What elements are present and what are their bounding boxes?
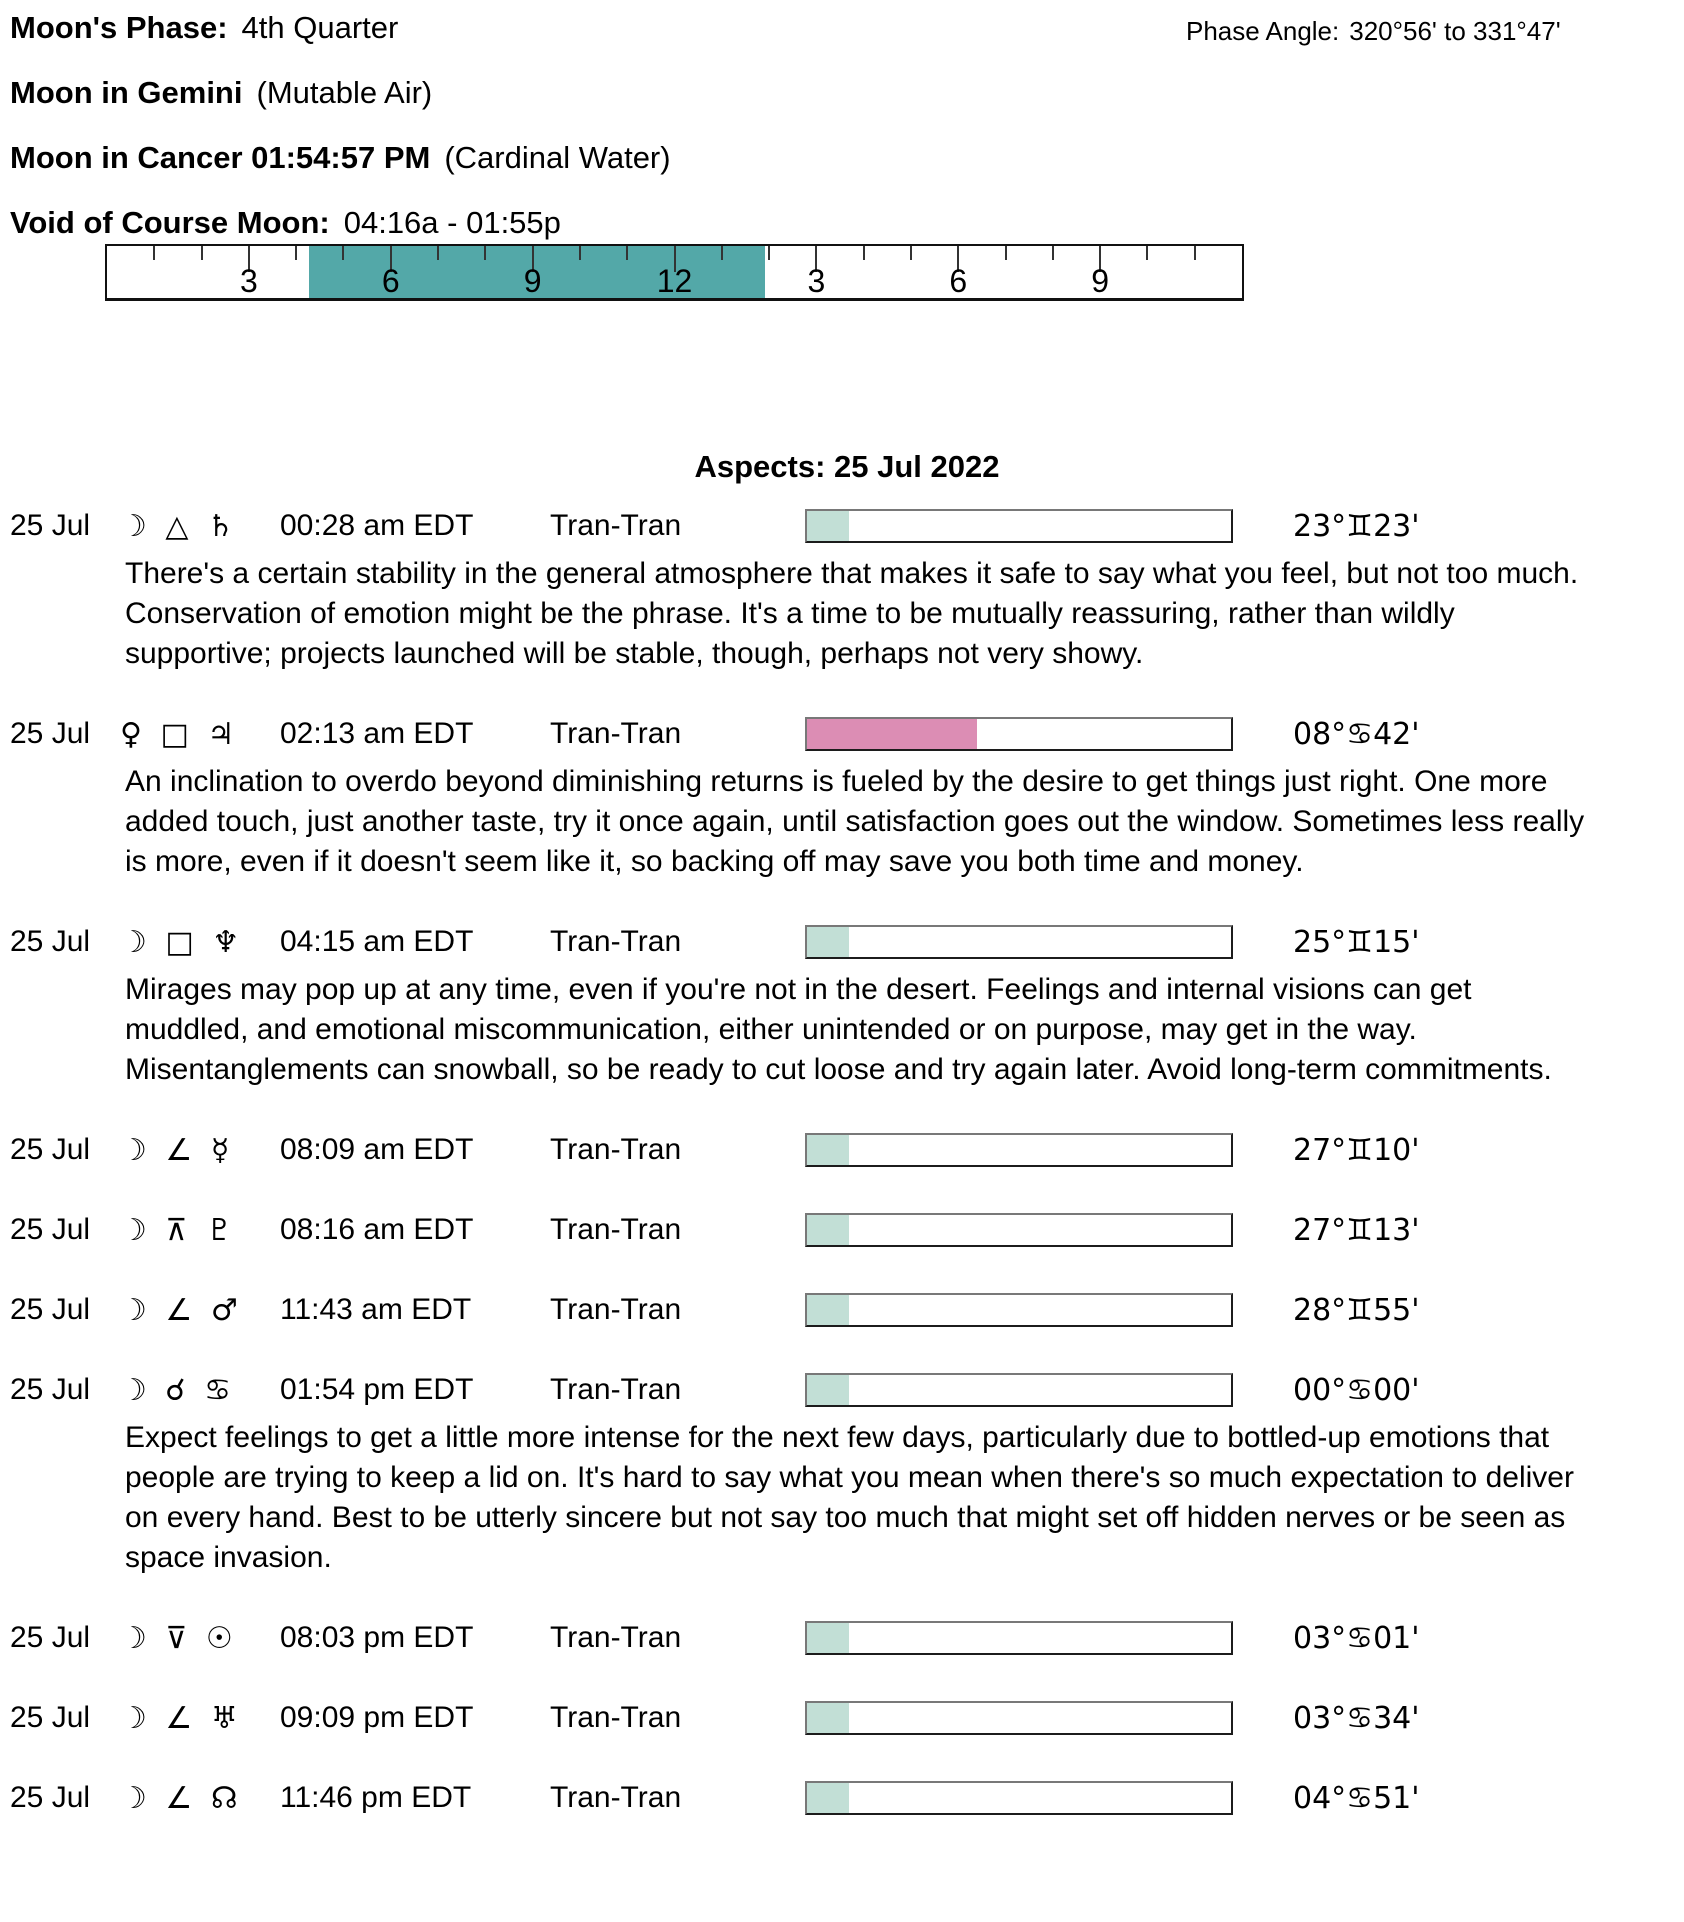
ruler-tick (295, 246, 297, 260)
ruler-tick (342, 246, 344, 260)
aspects-list (10, 506, 1684, 1818)
aspect-orb-bar (805, 1373, 1233, 1407)
aspect-item (10, 1698, 1684, 1738)
aspect-orb-fill (807, 719, 977, 749)
ruler-tick (721, 246, 723, 260)
ruler-tick (768, 246, 770, 260)
aspect-description: Mirages may pop up at any time, even if you're not in the desert. Feelings and internal visions can get muddled, and emotional miscommunication, either unintended or on purpose, may get in the way. Misentanglements can snowball, so be ready to cut loose and try again later. Avoid long-term commitments. (125, 973, 1552, 1086)
ruler-hour-label: 6 (381, 263, 400, 299)
moon-quincunx-pluto-icons: ☽ ⊼ ♇ (120, 1212, 233, 1248)
aspect-time: 08:03 pm EDT (280, 1621, 474, 1654)
aspect-orb-bar (805, 509, 1233, 543)
aspect-type: Tran-Tran (550, 1213, 682, 1246)
aspect-item (10, 1210, 1684, 1250)
moon-semisquare-uranus-icons: ☽ ∠ ♅ (120, 1700, 238, 1736)
aspect-orb-bar (805, 717, 1233, 751)
ruler-tick (626, 246, 628, 260)
aspect-orb-bar (805, 1621, 1233, 1655)
moon-ingress-value: (Cardinal Water) (444, 140, 671, 175)
aspect-orb-bar (805, 1781, 1233, 1815)
aspect-orb-bar (805, 1133, 1233, 1167)
aspect-orb-fill (807, 1135, 849, 1165)
aspect-type: Tran-Tran (550, 925, 682, 958)
aspect-row (10, 506, 1684, 546)
aspect-orb-bar (805, 1293, 1233, 1327)
ruler-tick (579, 246, 581, 260)
aspect-degree: 03°♋01' (1293, 1620, 1420, 1656)
aspect-row (10, 1210, 1684, 1250)
aspect-time: 08:09 am EDT (280, 1133, 474, 1166)
aspect-time: 04:15 am EDT (280, 925, 474, 958)
ruler-tick (484, 246, 486, 260)
aspect-time: 09:09 pm EDT (280, 1701, 474, 1734)
aspect-degree: 23°♊23' (1293, 508, 1420, 544)
aspect-item (10, 922, 1684, 1090)
aspect-time: 11:46 pm EDT (280, 1781, 472, 1814)
aspects-title: Aspects: 25 Jul 2022 (694, 449, 1000, 484)
ruler-tick (1052, 246, 1054, 260)
aspect-description: Expect feelings to get a little more intense for the next few days, particularly due to bottled-up emotions that people are trying to keep a lid on. It's hard to say what you mean when there's so much expectation to deliver on every hand. Best to be utterly sincere but not say too much that might set off hidden nerves or be seen as space invasion. (125, 1421, 1574, 1574)
aspect-date: 25 Jul (10, 1133, 91, 1166)
aspect-degree: 27°♊10' (1293, 1132, 1420, 1168)
aspect-orb-bar (805, 1213, 1233, 1247)
aspect-orb-fill (807, 511, 849, 541)
aspect-description: There's a certain stability in the general atmosphere that makes it safe to say what you feel, but not too much. Conservation of emotion might be the phrase. It's a time to be mutually reassuring, rather than wildly supportive; projects launched will be stable, though, perhaps not very showy. (125, 557, 1579, 670)
moon-trine-saturn-icons: ☽ △ ♄ (120, 508, 234, 544)
aspect-orb-fill (807, 1623, 849, 1653)
moon-semisquare-northnode-icons: ☽ ∠ ☊ (120, 1780, 238, 1816)
aspect-orb-fill (807, 1703, 849, 1733)
aspect-time: 11:43 am EDT (280, 1293, 472, 1326)
aspect-degree: 28°♊55' (1293, 1292, 1420, 1328)
phase-angle-line (1186, 16, 1561, 47)
aspect-row (10, 1290, 1684, 1330)
aspect-row (10, 714, 1684, 754)
aspect-orb-fill (807, 1783, 849, 1813)
moon-sign-value: (Mutable Air) (256, 75, 433, 110)
ruler-hour-label: 9 (523, 263, 542, 299)
aspect-degree: 04°♋51' (1293, 1780, 1420, 1816)
moon-semisquare-mars-icons: ☽ ∠ ♂ (120, 1292, 238, 1328)
moon-phase-label: Moon's Phase: (10, 10, 228, 45)
voc-label: Void of Course Moon: (10, 205, 330, 240)
aspect-date: 25 Jul (10, 1293, 91, 1326)
aspect-orb-bar (805, 1701, 1233, 1735)
aspect-type: Tran-Tran (550, 1373, 682, 1406)
aspect-time: 08:16 am EDT (280, 1213, 474, 1246)
aspect-type: Tran-Tran (550, 717, 682, 750)
aspect-description: An inclination to overdo beyond diminishing returns is fueled by the desire to get things just right. One more added touch, just another taste, try it once again, until satisfaction goes out the window. Sometimes less really is more, even if it doesn't seem like it, so backing off may save you both time and money. (125, 765, 1585, 878)
aspect-item (10, 714, 1684, 882)
voc-ruler (105, 244, 1244, 301)
aspect-type: Tran-Tran (550, 1621, 682, 1654)
phase-angle-value: 320°56' to 331°47' (1349, 16, 1561, 46)
aspect-date: 25 Jul (10, 1213, 91, 1246)
phase-angle-label: Phase Angle: (1186, 16, 1340, 46)
moon-semisextile-sun-icons: ☽ ⊽ ☉ (120, 1620, 233, 1656)
aspect-item (10, 1370, 1684, 1578)
moon-square-neptune-icons: ☽ □ ♆ (120, 924, 240, 960)
aspect-degree: 27°♊13' (1293, 1212, 1420, 1248)
aspect-degree: 00°♋00' (1293, 1372, 1420, 1408)
aspect-item (10, 1290, 1684, 1330)
aspect-date: 25 Jul (10, 717, 91, 750)
aspect-item (10, 1618, 1684, 1658)
ruler-tick (863, 246, 865, 260)
ruler-hour-label: 12 (656, 263, 693, 299)
moon-sign-label: Moon in Gemini (10, 75, 243, 110)
aspect-degree: 25°♊15' (1293, 924, 1420, 960)
aspect-row (10, 1130, 1684, 1170)
aspect-row (10, 1370, 1684, 1410)
ruler-tick (437, 246, 439, 260)
aspect-orb-fill (807, 1295, 849, 1325)
aspect-item (10, 1778, 1684, 1818)
aspect-date: 25 Jul (10, 1373, 91, 1406)
aspect-date: 25 Jul (10, 925, 91, 958)
aspect-orb-fill (807, 927, 849, 957)
moon-phase-value: 4th Quarter (241, 10, 399, 45)
aspect-type: Tran-Tran (550, 1293, 682, 1326)
moon-sign-line (10, 77, 1684, 109)
ruler-hour-label: 3 (807, 263, 826, 299)
ruler-tick (153, 246, 155, 260)
venus-square-jupiter-icons: ♀ □ ♃ (120, 716, 235, 752)
moon-ingress-label: Moon in Cancer 01:54:57 PM (10, 140, 431, 175)
ruler-tick (910, 246, 912, 260)
voc-line (10, 207, 1684, 239)
aspect-item (10, 506, 1684, 674)
moon-semisquare-mercury-icons: ☽ ∠ ☿ (120, 1132, 230, 1168)
aspect-time: 01:54 pm EDT (280, 1373, 474, 1406)
aspect-time: 00:28 am EDT (280, 509, 474, 542)
aspect-type: Tran-Tran (550, 509, 682, 542)
aspect-row (10, 1778, 1684, 1818)
aspect-orb-bar (805, 925, 1233, 959)
ruler-hour-label: 3 (239, 263, 258, 299)
aspect-row (10, 1698, 1684, 1738)
aspect-degree: 08°♋42' (1293, 716, 1420, 752)
voc-times: 04:16a - 01:55p (343, 205, 561, 240)
aspect-row (10, 922, 1684, 962)
aspect-type: Tran-Tran (550, 1781, 682, 1814)
aspect-degree: 03°♋34' (1293, 1700, 1420, 1736)
aspect-orb-fill (807, 1215, 849, 1245)
aspect-date: 25 Jul (10, 1621, 91, 1654)
aspect-item (10, 1130, 1684, 1170)
ruler-hour-label: 6 (949, 263, 968, 299)
aspect-orb-fill (807, 1375, 849, 1405)
aspect-type: Tran-Tran (550, 1133, 682, 1166)
ruler-tick (1146, 246, 1148, 260)
ruler-hour-label: 9 (1091, 263, 1110, 299)
aspect-type: Tran-Tran (550, 1701, 682, 1734)
aspect-date: 25 Jul (10, 1781, 91, 1814)
ruler-tick (1005, 246, 1007, 260)
aspect-date: 25 Jul (10, 509, 91, 542)
aspect-time: 02:13 am EDT (280, 717, 474, 750)
ruler-tick (201, 246, 203, 260)
aspect-row (10, 1618, 1684, 1658)
moon-ingress-line (10, 142, 1684, 174)
aspect-date: 25 Jul (10, 1701, 91, 1734)
ruler-tick (1194, 246, 1196, 260)
moon-conjunct-cancer-icons: ☽ ☌ ♋ (120, 1372, 232, 1408)
